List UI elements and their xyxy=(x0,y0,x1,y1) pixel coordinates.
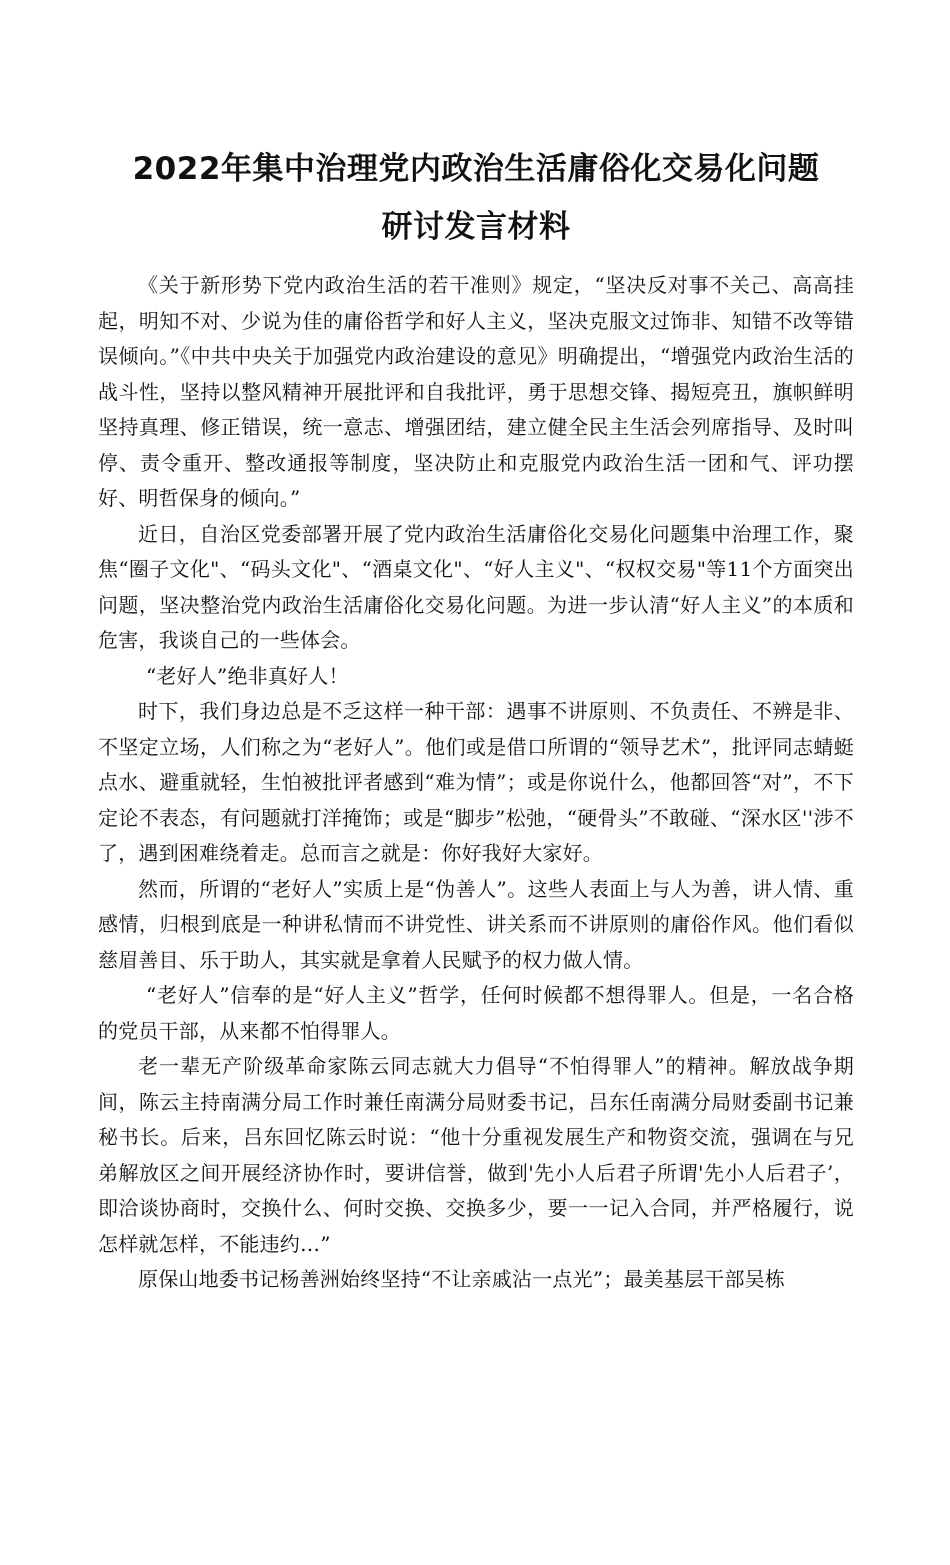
paragraph-philosophy: “老好人”信奉的是“好人主义”哲学，任何时候都不想得罪人。但是，一名合格的党员干部，从来都不怕得罪人。 xyxy=(98,983,854,1043)
paragraph-yang-shanzhou: 原保山地委书记杨善洲始终坚持“不让亲戚沾一点光”；最美基层干部吴栋 xyxy=(138,1267,786,1291)
title-line-1: 2022年集中治理党内政治生活庸俗化交易化问题 xyxy=(132,151,820,187)
paragraph-chen-yun: 老一辈无产阶级革命家陈云同志就大力倡导“不怕得罪人”的精神。解放战争期间，陈云主持南满分局工作时兼任南满分局财委书记，吕东任南满分局财委副书记兼秘书长。后来，吕东回忆陈云时说：“他十分重视发展生产和物资交流，强调在与兄弟解放区之间开展经济协作时，要讲信誉，做到'先小人后君子所谓'先小人后君子’，即洽谈协商时，交换什么、何时交换、交换多少，要一一记入合同，并严格履行，说怎样就怎样，不能违约…” xyxy=(98,1054,854,1256)
document-body xyxy=(98,268,854,1298)
section-heading: “老好人”绝非真好人！ xyxy=(146,663,349,688)
paragraph-rules-quote: 《关于新形势下党内政治生活的若干准则》规定，“坚决反对事不关己、高高挂起，明知不对、少说为佳的庸俗哲学和好人主义，坚决克服文过饰非、知错不改等错误倾向。”《中共中央关于加强党内政治建设的意见》明确提出，“增强党内政治生活的战斗性，坚持以整风精神开展批评和自我批评，勇于思想交锋、揭短亮丑，旗帜鲜明坚持真理、修正错误，统一意志、增强团结，建立健全民主生活会列席指导、及时叫停、责令重开、整改通报等制度，坚决防止和克服党内政治生活一团和气、评功摆好、明哲保身的倾向。” xyxy=(98,273,854,510)
title-line-2: 研讨发言材料 xyxy=(381,209,571,245)
paragraph-false-kindness: 然而，所谓的“老好人”实质上是“伪善人”。这些人表面上与人为善，讲人情、重感情，归根到底是一种讲私情而不讲党性、讲关系而不讲原则的庸俗作风。他们看似慈眉善目、乐于助人，其实就是拿着人民赋予的权力做人情。 xyxy=(98,876,854,972)
document-title xyxy=(98,140,854,256)
document-page xyxy=(98,140,854,1298)
paragraph-recent-work: 近日，自治区党委部署开展了党内政治生活庸俗化交易化问题集中治理工作，聚焦“圈子文化"、“码头文化"、“酒桌文化"、“好人主义"、“权权交易"等11个方面突出问题，坚决整治党内政治生活庸俗化交易化问题。为进一步认清“好人主义”的本质和危害，我谈自己的一些体会。 xyxy=(98,521,854,652)
paragraph-old-good-person: 时下，我们身边总是不乏这样一种干部：遇事不讲原则、不负责任、不辨是非、不坚定立场，人们称之为“老好人”。他们或是借口所谓的“领导艺术”，批评同志蜻蜓点水、避重就轻，生怕被批评者感到“难为情”；或是你说什么，他都回答“对”，不下定论不表态，有问题就打洋掩饰；或是“脚步”松弛，“硬骨头”不敢碰、“深水区''涉不了，遇到困难绕着走。总而言之就是：你好我好大家好。 xyxy=(98,699,854,865)
